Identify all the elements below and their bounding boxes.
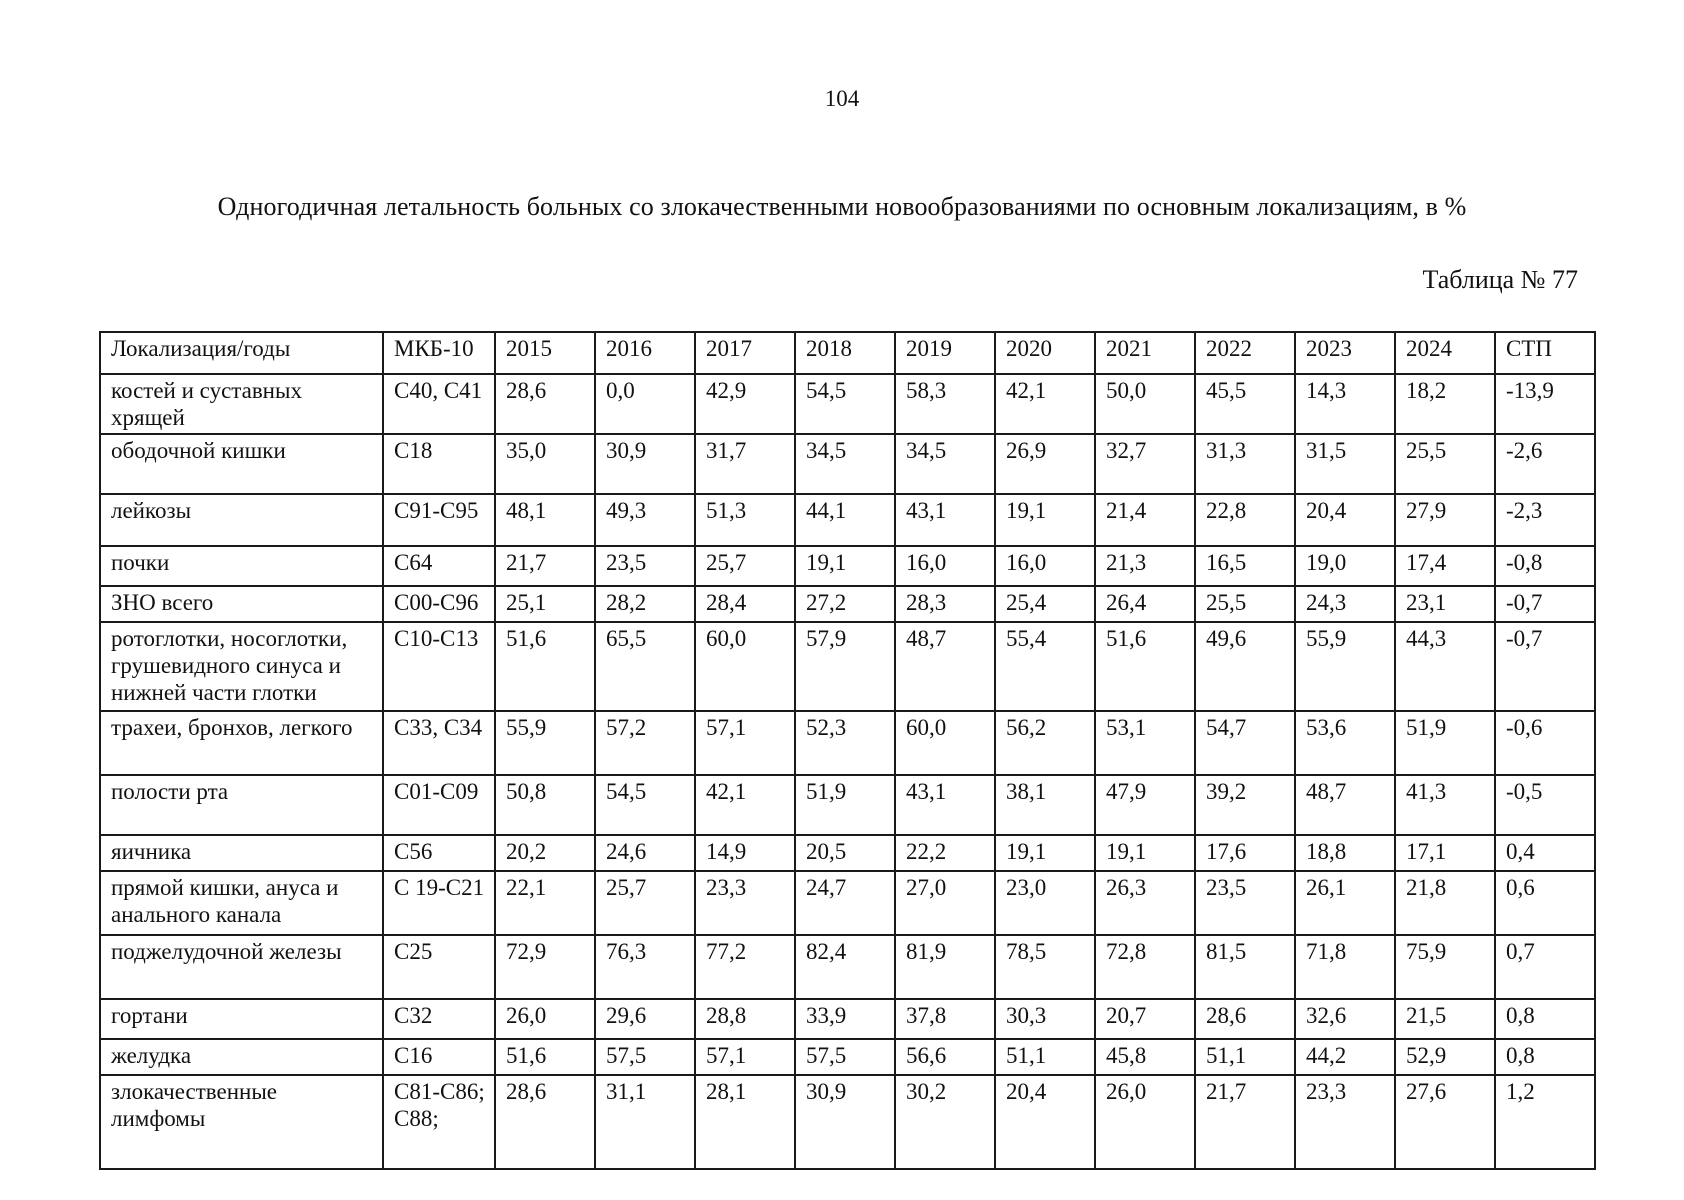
value-cell: 75,9 <box>1395 935 1495 999</box>
value-cell: 31,1 <box>595 1075 695 1169</box>
value-cell: 51,3 <box>695 494 795 546</box>
value-cell: 48,7 <box>895 622 995 711</box>
value-cell: 57,5 <box>795 1039 895 1075</box>
table-row <box>100 434 1595 494</box>
table-header-row <box>100 332 1595 374</box>
value-cell: 53,6 <box>1295 711 1395 775</box>
value-cell: 26,4 <box>1095 586 1195 622</box>
value-cell: 21,3 <box>1095 546 1195 586</box>
value-cell: 50,0 <box>1095 374 1195 434</box>
value-cell: 49,3 <box>595 494 695 546</box>
value-cell: 56,2 <box>995 711 1095 775</box>
stp-cell: -0,8 <box>1495 546 1595 586</box>
value-cell: 19,1 <box>995 494 1095 546</box>
icd-code-cell: С18 <box>383 434 495 494</box>
value-cell: 17,4 <box>1395 546 1495 586</box>
localization-cell: гортани <box>100 999 383 1039</box>
value-cell: 16,5 <box>1195 546 1295 586</box>
value-cell: 42,1 <box>995 374 1095 434</box>
value-cell: 28,2 <box>595 586 695 622</box>
value-cell: 41,3 <box>1395 775 1495 835</box>
value-cell: 31,7 <box>695 434 795 494</box>
value-cell: 57,9 <box>795 622 895 711</box>
value-cell: 57,2 <box>595 711 695 775</box>
value-cell: 65,5 <box>595 622 695 711</box>
value-cell: 48,7 <box>1295 775 1395 835</box>
value-cell: 54,7 <box>1195 711 1295 775</box>
value-cell: 27,0 <box>895 871 995 935</box>
column-header: МКБ-10 <box>383 332 495 374</box>
localization-cell: лейкозы <box>100 494 383 546</box>
localization-cell: поджелудочной железы <box>100 935 383 999</box>
icd-code-cell: С32 <box>383 999 495 1039</box>
stp-cell: 0,6 <box>1495 871 1595 935</box>
value-cell: 82,4 <box>795 935 895 999</box>
table-row <box>100 835 1595 871</box>
value-cell: 30,9 <box>795 1075 895 1169</box>
value-cell: 56,6 <box>895 1039 995 1075</box>
value-cell: 55,9 <box>1295 622 1395 711</box>
column-header: 2023 <box>1295 332 1395 374</box>
page-number: 104 <box>824 86 860 111</box>
value-cell: 25,4 <box>995 586 1095 622</box>
value-cell: 44,3 <box>1395 622 1495 711</box>
value-cell: 21,8 <box>1395 871 1495 935</box>
value-cell: 17,6 <box>1195 835 1295 871</box>
localization-cell: трахеи, бронхов, легкого <box>100 711 383 775</box>
localization-cell: яичника <box>100 835 383 871</box>
value-cell: 25,1 <box>495 586 595 622</box>
value-cell: 25,7 <box>595 871 695 935</box>
value-cell: 24,6 <box>595 835 695 871</box>
stp-cell: -2,6 <box>1495 434 1595 494</box>
stp-cell: 0,8 <box>1495 999 1595 1039</box>
icd-code-cell: С16 <box>383 1039 495 1075</box>
value-cell: 26,3 <box>1095 871 1195 935</box>
value-cell: 57,1 <box>695 711 795 775</box>
stp-cell: 0,4 <box>1495 835 1595 871</box>
value-cell: 23,5 <box>595 546 695 586</box>
stp-cell: 0,8 <box>1495 1039 1595 1075</box>
value-cell: 57,1 <box>695 1039 795 1075</box>
stp-cell: 0,7 <box>1495 935 1595 999</box>
value-cell: 72,9 <box>495 935 595 999</box>
value-cell: 20,7 <box>1095 999 1195 1039</box>
value-cell: 52,3 <box>795 711 895 775</box>
value-cell: 78,5 <box>995 935 1095 999</box>
value-cell: 44,1 <box>795 494 895 546</box>
value-cell: 72,8 <box>1095 935 1195 999</box>
value-cell: 58,3 <box>895 374 995 434</box>
value-cell: 50,8 <box>495 775 595 835</box>
value-cell: 16,0 <box>895 546 995 586</box>
stp-cell: 1,2 <box>1495 1075 1595 1169</box>
value-cell: 30,2 <box>895 1075 995 1169</box>
document-title: Одногодичная летальность больных со злокачественными новообразованиями по основным локализациям, в % <box>217 192 1467 221</box>
value-cell: 21,5 <box>1395 999 1495 1039</box>
value-cell: 34,5 <box>895 434 995 494</box>
stp-cell: -0,7 <box>1495 586 1595 622</box>
value-cell: 30,3 <box>995 999 1095 1039</box>
value-cell: 27,9 <box>1395 494 1495 546</box>
column-header: Локализация/годы <box>100 332 383 374</box>
localization-cell: костей и суставных хрящей <box>100 374 383 434</box>
table-row <box>100 494 1595 546</box>
value-cell: 52,9 <box>1395 1039 1495 1075</box>
value-cell: 54,5 <box>795 374 895 434</box>
column-header: 2022 <box>1195 332 1295 374</box>
column-header: 2020 <box>995 332 1095 374</box>
value-cell: 34,5 <box>795 434 895 494</box>
value-cell: 26,9 <box>995 434 1095 494</box>
value-cell: 23,0 <box>995 871 1095 935</box>
table-row <box>100 1039 1595 1075</box>
value-cell: 39,2 <box>1195 775 1295 835</box>
value-cell: 20,5 <box>795 835 895 871</box>
value-cell: 22,2 <box>895 835 995 871</box>
column-header: 2018 <box>795 332 895 374</box>
value-cell: 81,9 <box>895 935 995 999</box>
value-cell: 60,0 <box>895 711 995 775</box>
column-header: 2017 <box>695 332 795 374</box>
value-cell: 23,3 <box>695 871 795 935</box>
value-cell: 28,3 <box>895 586 995 622</box>
localization-cell: полости рта <box>100 775 383 835</box>
value-cell: 37,8 <box>895 999 995 1039</box>
value-cell: 24,7 <box>795 871 895 935</box>
table-row <box>100 622 1595 711</box>
value-cell: 51,9 <box>795 775 895 835</box>
value-cell: 43,1 <box>895 775 995 835</box>
value-cell: 17,1 <box>1395 835 1495 871</box>
value-cell: 26,1 <box>1295 871 1395 935</box>
value-cell: 45,5 <box>1195 374 1295 434</box>
column-header: 2021 <box>1095 332 1195 374</box>
value-cell: 44,2 <box>1295 1039 1395 1075</box>
value-cell: 14,3 <box>1295 374 1395 434</box>
value-cell: 28,1 <box>695 1075 795 1169</box>
column-header: СТП <box>1495 332 1595 374</box>
value-cell: 16,0 <box>995 546 1095 586</box>
icd-code-cell: С91-С95 <box>383 494 495 546</box>
value-cell: 25,5 <box>1195 586 1295 622</box>
value-cell: 43,1 <box>895 494 995 546</box>
stp-cell: -0,5 <box>1495 775 1595 835</box>
value-cell: 77,2 <box>695 935 795 999</box>
value-cell: 28,6 <box>495 1075 595 1169</box>
value-cell: 60,0 <box>695 622 795 711</box>
value-cell: 51,6 <box>1095 622 1195 711</box>
value-cell: 51,6 <box>495 1039 595 1075</box>
table-row <box>100 871 1595 935</box>
value-cell: 57,5 <box>595 1039 695 1075</box>
value-cell: 23,3 <box>1295 1075 1395 1169</box>
value-cell: 54,5 <box>595 775 695 835</box>
value-cell: 23,5 <box>1195 871 1295 935</box>
value-cell: 51,1 <box>995 1039 1095 1075</box>
value-cell: 45,8 <box>1095 1039 1195 1075</box>
mortality-table <box>99 331 1596 1170</box>
value-cell: 19,1 <box>995 835 1095 871</box>
value-cell: 27,6 <box>1395 1075 1495 1169</box>
icd-code-cell: С56 <box>383 835 495 871</box>
value-cell: 42,1 <box>695 775 795 835</box>
value-cell: 81,5 <box>1195 935 1295 999</box>
table-row <box>100 374 1595 434</box>
value-cell: 51,9 <box>1395 711 1495 775</box>
stp-cell: -13,9 <box>1495 374 1595 434</box>
icd-code-cell: С40, С41 <box>383 374 495 434</box>
value-cell: 51,1 <box>1195 1039 1295 1075</box>
stp-cell: -0,6 <box>1495 711 1595 775</box>
icd-code-cell: С64 <box>383 546 495 586</box>
value-cell: 22,1 <box>495 871 595 935</box>
value-cell: 20,4 <box>1295 494 1395 546</box>
value-cell: 18,8 <box>1295 835 1395 871</box>
icd-code-cell: С 19-С21 <box>383 871 495 935</box>
value-cell: 28,6 <box>1195 999 1295 1039</box>
value-cell: 14,9 <box>695 835 795 871</box>
value-cell: 31,5 <box>1295 434 1395 494</box>
value-cell: 51,6 <box>495 622 595 711</box>
value-cell: 38,1 <box>995 775 1095 835</box>
value-cell: 33,9 <box>795 999 895 1039</box>
localization-cell: почки <box>100 546 383 586</box>
value-cell: 0,0 <box>595 374 695 434</box>
stp-cell: -0,7 <box>1495 622 1595 711</box>
localization-cell: ЗНО всего <box>100 586 383 622</box>
value-cell: 24,3 <box>1295 586 1395 622</box>
value-cell: 26,0 <box>495 999 595 1039</box>
table-row <box>100 711 1595 775</box>
value-cell: 28,6 <box>495 374 595 434</box>
table-row <box>100 1075 1595 1169</box>
icd-code-cell: С81-С86; С88; <box>383 1075 495 1169</box>
value-cell: 18,2 <box>1395 374 1495 434</box>
value-cell: 25,7 <box>695 546 795 586</box>
localization-cell: ротоглотки, носоглотки, грушевидного синуса и нижней части глотки <box>100 622 383 711</box>
value-cell: 27,2 <box>795 586 895 622</box>
value-cell: 25,5 <box>1395 434 1495 494</box>
value-cell: 19,1 <box>1095 835 1195 871</box>
value-cell: 32,6 <box>1295 999 1395 1039</box>
table-row <box>100 546 1595 586</box>
value-cell: 22,8 <box>1195 494 1295 546</box>
value-cell: 49,6 <box>1195 622 1295 711</box>
column-header: 2019 <box>895 332 995 374</box>
value-cell: 20,4 <box>995 1075 1095 1169</box>
value-cell: 76,3 <box>595 935 695 999</box>
localization-cell: злокачественные лимфомы <box>100 1075 383 1169</box>
column-header: 2024 <box>1395 332 1495 374</box>
value-cell: 48,1 <box>495 494 595 546</box>
value-cell: 23,1 <box>1395 586 1495 622</box>
column-header: 2015 <box>495 332 595 374</box>
icd-code-cell: С10-С13 <box>383 622 495 711</box>
localization-cell: ободочной кишки <box>100 434 383 494</box>
icd-code-cell: С01-С09 <box>383 775 495 835</box>
value-cell: 55,4 <box>995 622 1095 711</box>
value-cell: 29,6 <box>595 999 695 1039</box>
value-cell: 47,9 <box>1095 775 1195 835</box>
table-caption: Таблица № 77 <box>1422 265 1578 294</box>
value-cell: 53,1 <box>1095 711 1195 775</box>
value-cell: 28,8 <box>695 999 795 1039</box>
value-cell: 26,0 <box>1095 1075 1195 1169</box>
localization-cell: желудка <box>100 1039 383 1075</box>
value-cell: 71,8 <box>1295 935 1395 999</box>
icd-code-cell: С33, С34 <box>383 711 495 775</box>
value-cell: 35,0 <box>495 434 595 494</box>
stp-cell: -2,3 <box>1495 494 1595 546</box>
value-cell: 21,7 <box>1195 1075 1295 1169</box>
table-row <box>100 586 1595 622</box>
table-row <box>100 775 1595 835</box>
value-cell: 21,4 <box>1095 494 1195 546</box>
table-body <box>100 374 1595 1169</box>
value-cell: 31,3 <box>1195 434 1295 494</box>
value-cell: 28,4 <box>695 586 795 622</box>
value-cell: 30,9 <box>595 434 695 494</box>
icd-code-cell: С25 <box>383 935 495 999</box>
value-cell: 19,1 <box>795 546 895 586</box>
value-cell: 19,0 <box>1295 546 1395 586</box>
value-cell: 42,9 <box>695 374 795 434</box>
table-row <box>100 999 1595 1039</box>
localization-cell: прямой кишки, ануса и анального канала <box>100 871 383 935</box>
table-row <box>100 935 1595 999</box>
value-cell: 20,2 <box>495 835 595 871</box>
column-header: 2016 <box>595 332 695 374</box>
icd-code-cell: С00-С96 <box>383 586 495 622</box>
value-cell: 32,7 <box>1095 434 1195 494</box>
value-cell: 21,7 <box>495 546 595 586</box>
value-cell: 55,9 <box>495 711 595 775</box>
